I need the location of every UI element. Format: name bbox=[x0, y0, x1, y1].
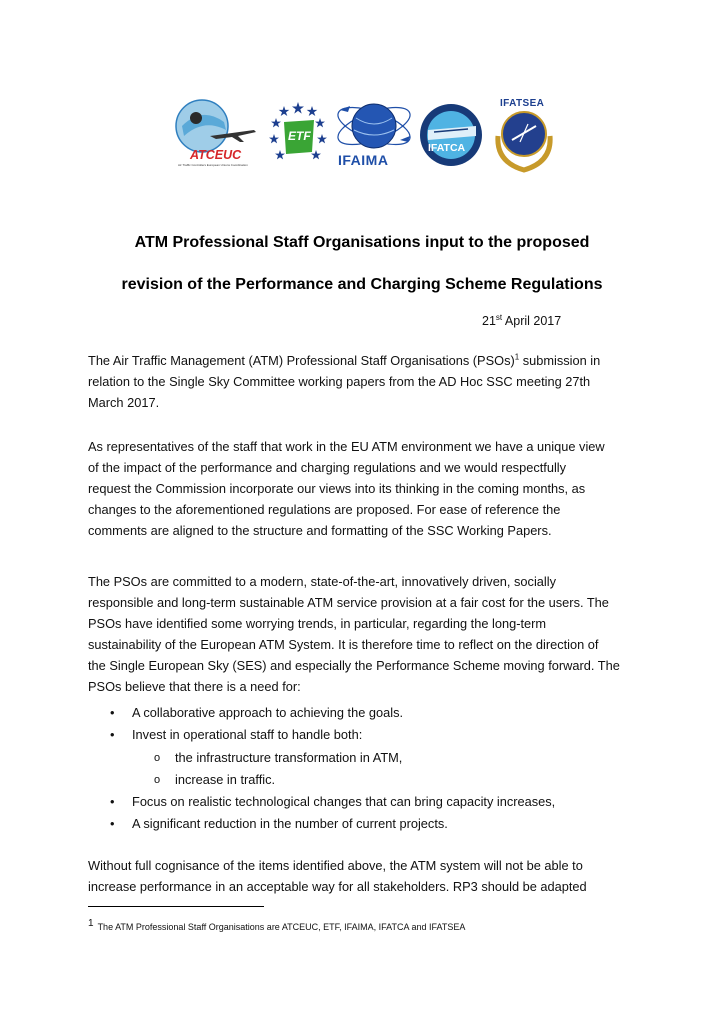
needs-list bbox=[88, 702, 648, 836]
list-item-text: A collaborative approach to achieving the goals. bbox=[132, 705, 404, 720]
paragraph-intro bbox=[88, 350, 648, 413]
ifatca-logo bbox=[418, 96, 484, 174]
paragraph-text: The Air Traffic Management (ATM) Professional Staff Organisations (PSOs) bbox=[88, 353, 515, 368]
paragraph-line: The PSOs are committed to a modern, state-of-the-art, innovatively driven, socially bbox=[88, 574, 556, 589]
etf-logo bbox=[266, 96, 330, 174]
footnote-separator bbox=[88, 906, 264, 907]
paragraph-line: of the impact of the performance and charging regulations and we would respectfully bbox=[88, 460, 567, 475]
bullet-glyph: • bbox=[110, 705, 115, 720]
list-item bbox=[88, 702, 648, 724]
footnote bbox=[88, 918, 465, 932]
paragraph-line: PSOs believe that there is a need for: bbox=[88, 679, 301, 694]
paragraph-line: Without full cognisance of the items identified above, the ATM system will not be able to bbox=[88, 858, 583, 873]
atceuc-subtitle: Air Traffic Controllers European Unions Coordination bbox=[178, 163, 248, 167]
list-item-text: the infrastructure transformation in ATM, bbox=[175, 749, 403, 765]
logo-strip bbox=[168, 96, 560, 174]
list-item-text: A significant reduction in the number of current projects. bbox=[132, 816, 448, 832]
paragraph-line: sustainability of the European ATM System. It is therefore time to reflect on the direction of bbox=[88, 637, 599, 652]
bullet-glyph: • bbox=[110, 794, 115, 810]
paragraph-line: request the Commission incorporate our views into its thinking in the coming months, as bbox=[88, 481, 586, 496]
paragraph-text: submission in bbox=[519, 353, 601, 368]
date-day: 21 bbox=[482, 314, 496, 329]
sub-list-item bbox=[88, 747, 648, 769]
date-ordinal: st bbox=[495, 313, 503, 322]
paragraph-line: the Single European Sky (SES) and especially the Performance Scheme moving forward. The bbox=[88, 658, 620, 673]
footnote-reference: 1 bbox=[514, 352, 520, 362]
ifatca-wordmark: IFATCA bbox=[428, 142, 466, 154]
paragraph-line bbox=[88, 350, 648, 371]
list-item-text: Invest in operational staff to handle both: bbox=[132, 727, 363, 743]
sub-list-item bbox=[88, 769, 648, 791]
etf-wordmark: ETF bbox=[288, 129, 311, 143]
ifaima-logo bbox=[334, 96, 414, 174]
footnote-mark: 1 bbox=[88, 918, 94, 929]
bullet-glyph: • bbox=[110, 816, 115, 832]
list-item bbox=[88, 724, 648, 746]
document-date bbox=[482, 313, 561, 328]
list-item bbox=[88, 813, 648, 835]
footnote-text: The ATM Professional Staff Organisations are ATCEUC, ETF, IFAIMA, IFATCA and IFATSEA bbox=[97, 922, 466, 932]
atceuc-logo bbox=[168, 96, 260, 174]
paragraph-line: PSOs have identified some worrying trends, in particular, regarding the long-term bbox=[88, 616, 547, 631]
paragraph-line: March 2017. bbox=[88, 395, 160, 410]
paragraph-representatives bbox=[88, 436, 648, 541]
atceuc-wordmark: ATCEUC bbox=[190, 148, 242, 162]
document-title-line-2: revision of the Performance and Charging Scheme Regulations bbox=[121, 276, 603, 293]
paragraph-line: changes to the aforementioned regulations are proposed. For ease of reference the bbox=[88, 502, 561, 517]
bullet-glyph: • bbox=[110, 727, 115, 743]
paragraph-line: comments are aligned to the structure and formatting of the SSC Working Papers. bbox=[88, 523, 552, 538]
paragraph-line: As representatives of the staff that work in the EU ATM environment we have a unique view bbox=[88, 439, 605, 454]
paragraph-line: responsible and long-term sustainable ATM service provision at a fair cost for the users. The bbox=[88, 595, 609, 610]
document-title-line-1: ATM Professional Staff Organisations input to the proposed bbox=[134, 234, 590, 251]
list-item bbox=[88, 791, 648, 813]
paragraph-conclusion bbox=[88, 855, 648, 897]
ifatsea-wordmark: IFATSEA bbox=[500, 98, 545, 109]
list-item-text: increase in traffic. bbox=[175, 771, 276, 787]
paragraph-line: increase performance in an acceptable way for all stakeholders. RP3 should be adapted bbox=[88, 879, 587, 894]
sub-bullet-glyph: o bbox=[154, 751, 161, 764]
list-item-text: Focus on realistic technological changes that can bring capacity increases, bbox=[132, 794, 556, 810]
ifatsea-logo bbox=[488, 96, 560, 174]
paragraph-line: relation to the Single Sky Committee working papers from the AD Hoc SSC meeting 27th bbox=[88, 374, 591, 389]
ifaima-wordmark: IFAIMA bbox=[338, 152, 389, 168]
sub-bullet-glyph: o bbox=[154, 773, 161, 786]
date-month-year: April 2017 bbox=[502, 314, 562, 329]
paragraph-commitment bbox=[88, 571, 648, 697]
